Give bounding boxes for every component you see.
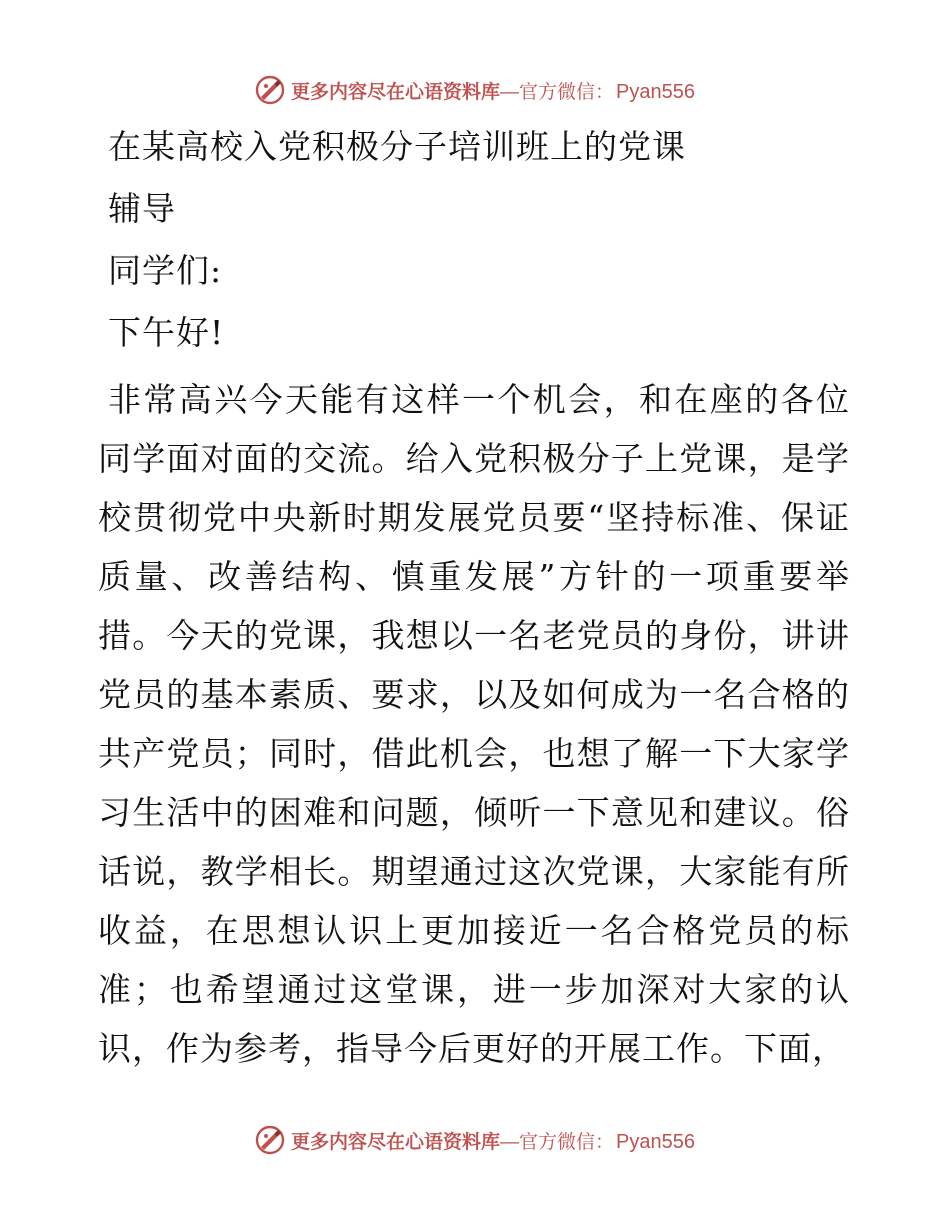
header-banner — [0, 70, 950, 110]
banner-brand: 更多内容尽在心语资料库 — [291, 80, 501, 103]
pen-logo-icon — [255, 1125, 285, 1155]
banner-dash: — — [500, 1131, 520, 1153]
document-title-line2: 辅导 — [108, 189, 176, 228]
banner-wechat-id: Pyan556 — [616, 1130, 695, 1153]
footer-banner — [0, 1120, 950, 1160]
document-title-line1: 在某高校入党积极分子培训班上的党课 — [108, 127, 686, 166]
greeting: 下午好! — [108, 313, 225, 352]
banner-brand: 更多内容尽在心语资料库 — [291, 1130, 501, 1153]
banner-wechat-label: 官方微信： — [519, 1130, 615, 1153]
document-body — [98, 122, 858, 1078]
banner-text — [291, 77, 695, 104]
pen-logo-icon — [255, 75, 285, 105]
body-paragraph: 非常高兴今天能有这样一个机会，和在座的各位同学面对面的交流。给入党积极分子上党课，是学校贯彻党中央新时期发展党员要“坚持标准、保证质量、改善结构、慎重发展”方针的一项重要举措。今天的党课，我想以一名老党员的身份，讲讲党员的基本素质、要求，以及如何成为一名合格的共产党员；同时，借此机会，也想了解一下大家学习生活中的困难和问题，倾听一下意见和建议。俗话说，教学相长。期望通过这次党课，大家能有所收益，在思想认识上更加接近一名合格党员的标准；也希望通过这堂课，进一步加深对大家的认识，作为参考，指导今后更好的开展工作。下面， — [98, 380, 850, 1068]
banner-dash: — — [500, 81, 520, 103]
banner-wechat-label: 官方微信： — [519, 80, 615, 103]
banner-wechat-id: Pyan556 — [616, 80, 695, 103]
salutation: 同学们: — [108, 251, 223, 290]
banner-text — [291, 1127, 695, 1154]
